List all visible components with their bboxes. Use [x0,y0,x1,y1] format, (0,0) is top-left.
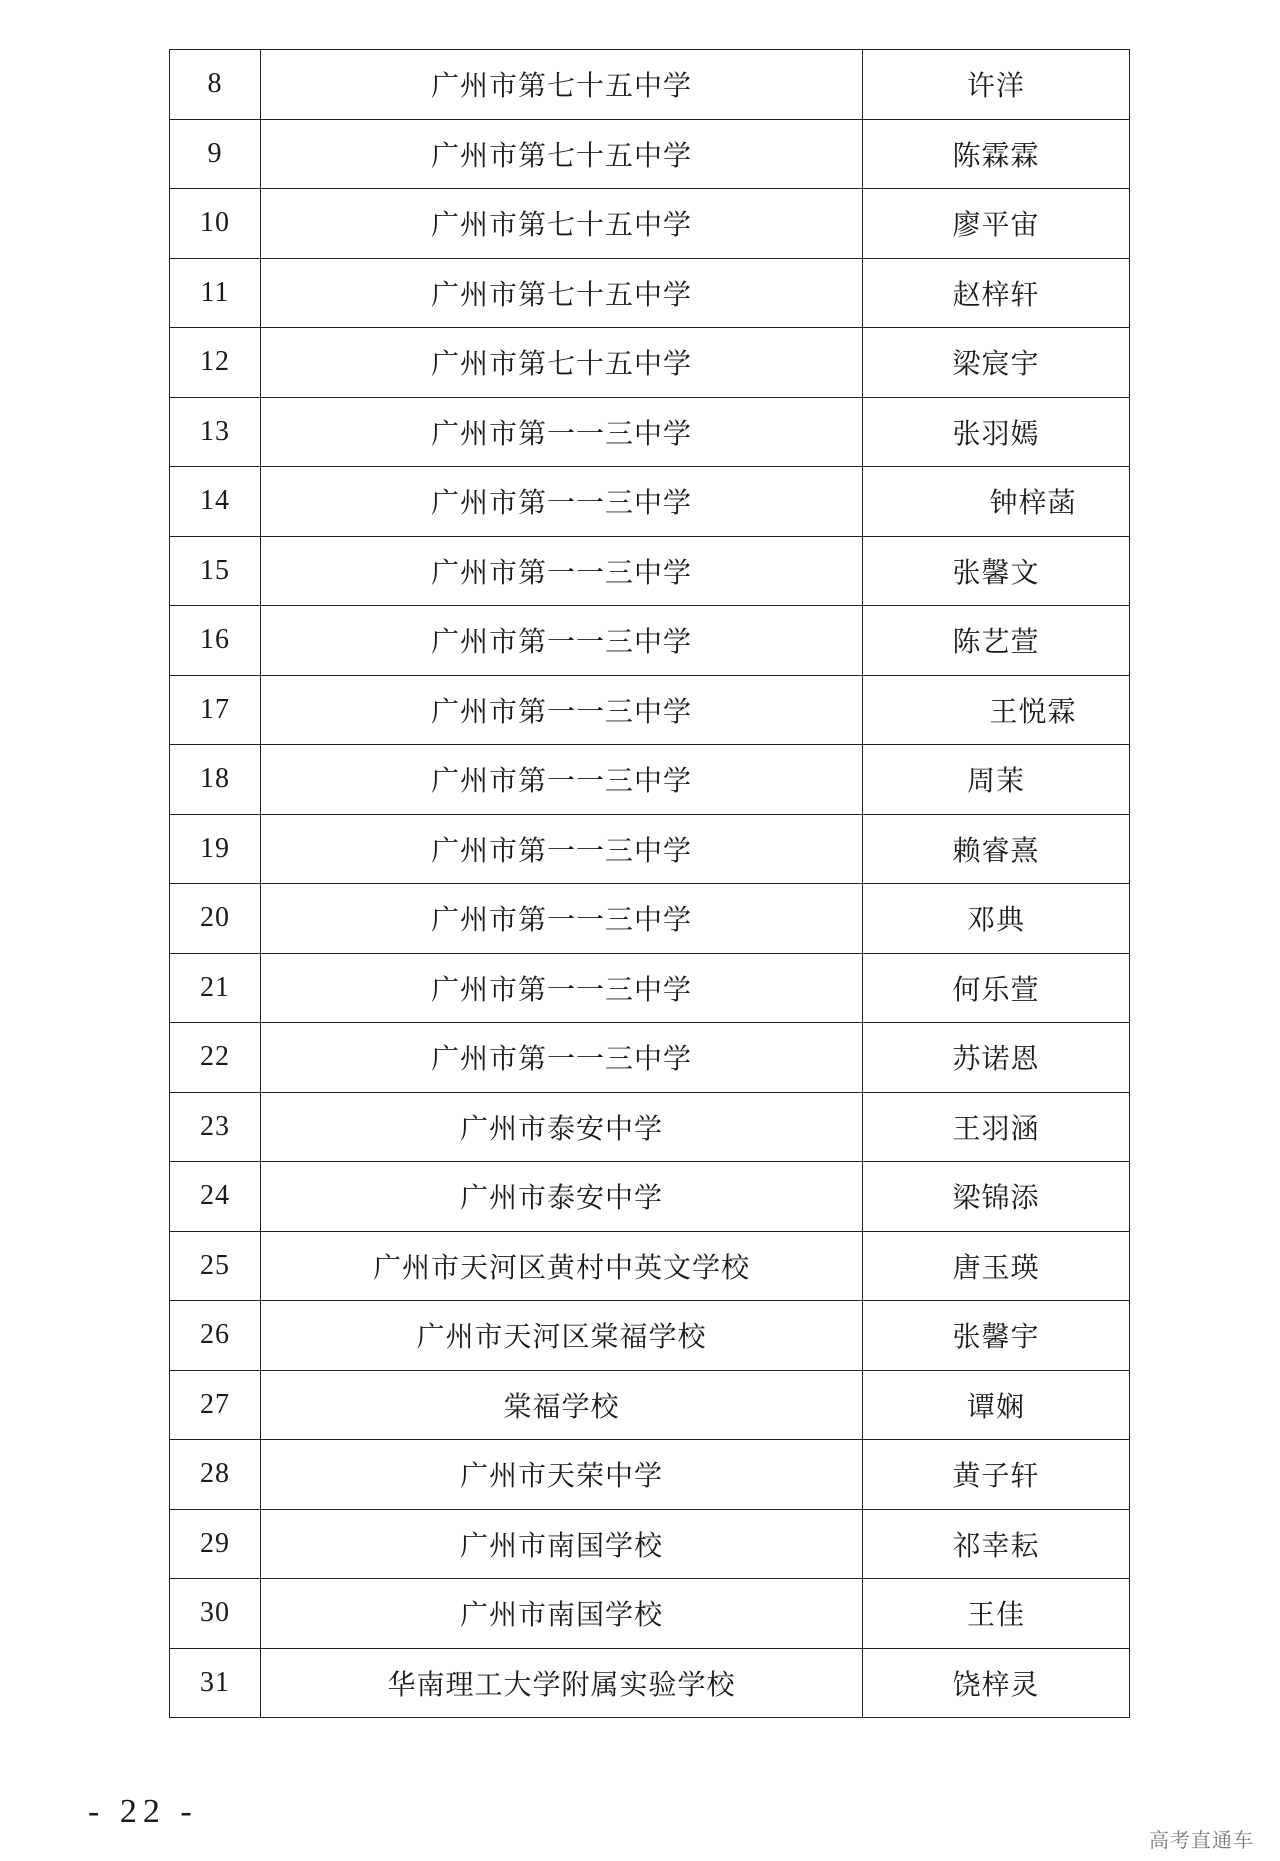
row-number: 19 [170,814,261,884]
row-number: 12 [170,328,261,398]
table-row [170,258,1130,328]
row-number: 16 [170,606,261,676]
student-name: 王佳 [863,1579,1130,1649]
student-name: 祁幸耘 [863,1509,1130,1579]
table-row [170,397,1130,467]
school-name: 广州市第七十五中学 [261,328,863,398]
student-name: 钟梓菡 [863,467,1130,537]
row-number: 24 [170,1162,261,1232]
row-number: 9 [170,119,261,189]
student-name: 赵梓轩 [863,258,1130,328]
student-name: 张馨文 [863,536,1130,606]
student-name: 王羽涵 [863,1092,1130,1162]
table-row [170,745,1130,815]
school-name: 广州市第一一三中学 [261,397,863,467]
school-name: 广州市第七十五中学 [261,119,863,189]
row-number: 21 [170,953,261,1023]
school-name: 广州市泰安中学 [261,1092,863,1162]
student-name: 陈艺萱 [863,606,1130,676]
table-row [170,536,1130,606]
school-name: 广州市第七十五中学 [261,189,863,259]
row-number: 11 [170,258,261,328]
student-name: 苏诺恩 [863,1023,1130,1093]
school-name: 广州市第一一三中学 [261,1023,863,1093]
student-name: 梁宸宇 [863,328,1130,398]
row-number: 27 [170,1370,261,1440]
table-row [170,1648,1130,1718]
student-name: 饶梓灵 [863,1648,1130,1718]
school-name: 广州市第七十五中学 [261,258,863,328]
table-row [170,1023,1130,1093]
school-name: 广州市第一一三中学 [261,953,863,1023]
table-row [170,1509,1130,1579]
student-name: 许洋 [863,50,1130,120]
school-name: 广州市天河区黄村中英文学校 [261,1231,863,1301]
school-name: 棠福学校 [261,1370,863,1440]
page-number: - 22 - [88,1793,198,1830]
row-number: 23 [170,1092,261,1162]
row-number: 13 [170,397,261,467]
row-number: 25 [170,1231,261,1301]
student-name: 梁锦添 [863,1162,1130,1232]
table-row [170,606,1130,676]
table-row [170,1579,1130,1649]
row-number: 31 [170,1648,261,1718]
row-number: 18 [170,745,261,815]
school-name: 华南理工大学附属实验学校 [261,1648,863,1718]
student-name: 邓典 [863,884,1130,954]
school-name: 广州市第一一三中学 [261,606,863,676]
student-name: 谭娴 [863,1370,1130,1440]
school-name: 广州市第一一三中学 [261,536,863,606]
table-row [170,953,1130,1023]
watermark-text: 高考直通车 [1149,1828,1254,1852]
student-name: 陈霖霖 [863,119,1130,189]
student-name: 王悦霖 [863,675,1130,745]
school-name: 广州市泰安中学 [261,1162,863,1232]
table-row [170,467,1130,537]
row-number: 29 [170,1509,261,1579]
school-name: 广州市第一一三中学 [261,884,863,954]
row-number: 30 [170,1579,261,1649]
student-name: 张羽嫣 [863,397,1130,467]
table-row [170,1301,1130,1371]
table-row [170,119,1130,189]
table-row [170,675,1130,745]
school-name: 广州市第一一三中学 [261,467,863,537]
student-name: 唐玉瑛 [863,1231,1130,1301]
row-number: 22 [170,1023,261,1093]
table-row [170,189,1130,259]
table-row [170,50,1130,120]
row-number: 8 [170,50,261,120]
row-number: 14 [170,467,261,537]
table-row [170,1440,1130,1510]
row-number: 17 [170,675,261,745]
school-name: 广州市天荣中学 [261,1440,863,1510]
table-row [170,1092,1130,1162]
table-row [170,1370,1130,1440]
row-number: 10 [170,189,261,259]
table-row [170,814,1130,884]
school-name: 广州市第一一三中学 [261,814,863,884]
table-row [170,1231,1130,1301]
student-name: 周茉 [863,745,1130,815]
school-name: 广州市第一一三中学 [261,675,863,745]
table-row [170,884,1130,954]
school-name: 广州市第一一三中学 [261,745,863,815]
row-number: 15 [170,536,261,606]
school-name: 广州市第七十五中学 [261,50,863,120]
row-number: 20 [170,884,261,954]
student-name: 廖平宙 [863,189,1130,259]
school-name: 广州市南国学校 [261,1509,863,1579]
row-number: 26 [170,1301,261,1371]
school-name: 广州市南国学校 [261,1579,863,1649]
student-name: 赖睿熹 [863,814,1130,884]
award-roster-table [169,49,1130,1718]
student-name: 黄子轩 [863,1440,1130,1510]
table-row [170,328,1130,398]
school-name: 广州市天河区棠福学校 [261,1301,863,1371]
student-name: 张馨宇 [863,1301,1130,1371]
table-row [170,1162,1130,1232]
row-number: 28 [170,1440,261,1510]
student-name: 何乐萱 [863,953,1130,1023]
